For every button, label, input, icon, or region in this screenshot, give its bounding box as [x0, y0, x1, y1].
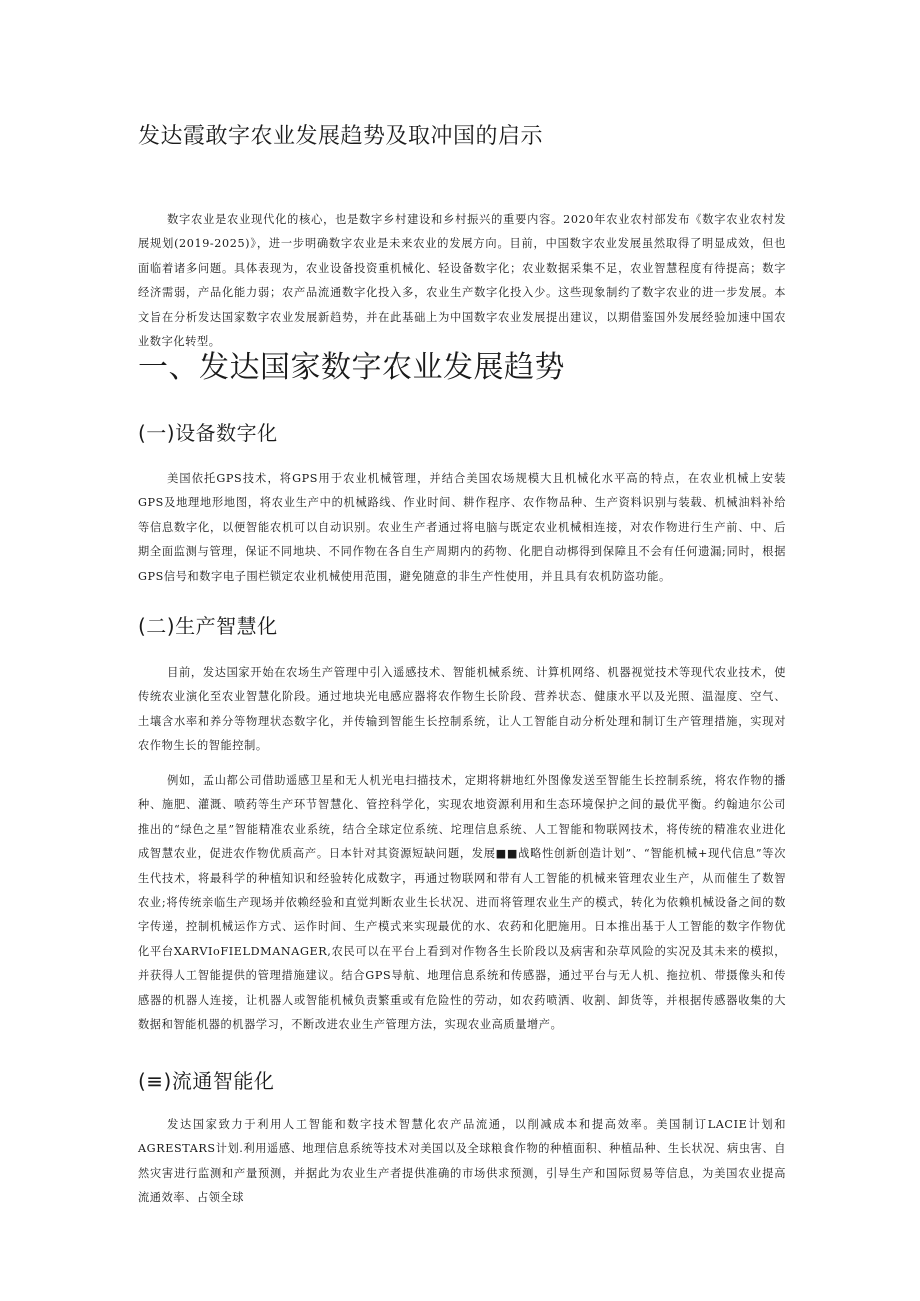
paragraph-equipment-digitalization: 美国依托GPS技术，将GPS用于农业机械管理，并结合美国农场规模大且机械化水平高的特点，在农业机械上安装GPS及地理地形地图，将农业生产中的机械路线、作业时间、耕作程序、农作物品种、生产资料识别与装载、机械油料补给等信息数字化，以便智能农机可以自动识别。农业生产者通过将电脑与既定农业机械相连接，对农作物进行生产前、中、后期全面监测与管理，保证不同地块、不同作物在各自生产周期内的药物、化肥自动梆得到保障且不会有任何遗漏;同时，根据GPS信号和数字电子围栏锁定农业机械使用范围，避免随意的非生产性使用，并且具有农机防盗功能。	[138, 472, 786, 583]
paragraph-smart-production-2: 例如，孟山都公司借助遥感卫星和无人机光电扫描技术，定期将耕地红外图像发送至智能生长控制系统，将农作物的播种、施肥、灌溉、喷药等生产环节智慧化、管控科学化，实现农地资源利用和生态环境保护之间的最优平衡。约翰迪尔公司推出的“绿色之星”智能精准农业系统，结合全球定位系统、坨理信息系统、人工智能和物联网技术，将传统的精准农业进化成智慧农业，促进农作物优质高产。日本针对其资源短缺问题，发展■■战略性创新创造计划”、“智能机械+现代信息”等次生代技术，将最科学的种植知识和经验转化成数字，再通过物联网和带有人工智能的机械来管理农业生产，从而催生了数智农业;将传统亲临生产现场并依赖经验和直觉判断农业生长状况、进而将管理农业生产的模式，转化为依赖机械设备之间的数字传递，控制机械运作方式、运作时间、生产模式来实现最优的水、农药和化肥施用。日本推出基于人工智能的数字作物优化平台XARVIoFIELDMANAGER,农民可以在平台上看到对作物各生长阶段以及病害和杂草风险的实况及其未来的模拟，并获得人工智能提供的管理措施建议。结合GPS导航、地理信息系统和传感器，通过平台与无人机、拖拉机、带摄像头和传感器的机器人连接，让机器人或智能机械负责繁重或有危险性的劳动，如农药喷洒、收割、卸货等，并根据传感器收集的大数据和智能机器的机器学习，不断改进农业生产管理方法，实现农业高质量增产。	[138, 774, 786, 1032]
subsection-heading-equipment-digitalization: (一)设备数字化	[138, 421, 278, 445]
document-title: 发达霞敢字农业发展趋势及取冲国的启示	[138, 124, 544, 149]
section-heading-1: 一、发达国家数字农业发展趋势	[138, 350, 565, 385]
subsection-heading-smart-circulation: (≡)流通智能化	[138, 1069, 275, 1093]
paragraph-smart-production-1: 目前，发达国家开始在农场生产管理中引入遥感技术、智能机械系统、计算机网络、机器视觉技术等现代农业技术，使传统农业演化至农业智慧化阶段。通过地块光电感应器将农作物生长阶段、营养状态、健康水平以及光照、温湿度、空气、土壤含水率和养分等物理状态数字化，并传输到智能生长控制系统，让人工智能自动分析处理和制订生产管理措施，实现对农作物生长的智能控制。	[138, 666, 786, 753]
paragraph-smart-circulation: 发达国家致力于利用人工智能和数字技术智慧化农产品流通，以削减成本和提高效率。美国制订LACIE计划和AGRESTARS计划.利用遥感、地理信息系统等技术对美国以及全球粮食作物的种植面积、种植品种、生长状况、病虫害、自然灾害进行监测和产量预测，并据此为农业生产者提供准确的市场供求预测，引导生产和国际贸易等信息，为美国农业提高流通效率、占领全球	[138, 1118, 786, 1205]
intro-paragraph: 数字农业是农业现代化的核心，也是数字乡村建设和乡村振兴的重要内容。2020年农业农村部发布《数字农业农村发展规划(2019-2025)》，进一步明确数字农业是未来农业的发展方向。目前，中国数字农业发展虽然取得了明显成效，但也面临着诸多问题。具体表现为，农业设备投资重机械化、轻设备数字化；农业数据采集不足，农业智慧程度有待提高；数字经济需弱，产品化能力弱；农产品流通数字化投入多，农业生产数字化投入少。这些现象制约了数字农业的进一步发展。本文旨在分析发达国家数字农业发展新趋势，并在此基础上为中国数字农业发展提出建议，以期借鉴国外发展经验加速中国农业数字化转型。	[138, 213, 786, 349]
subsection-heading-smart-production: (二)生产智慧化	[138, 614, 278, 638]
